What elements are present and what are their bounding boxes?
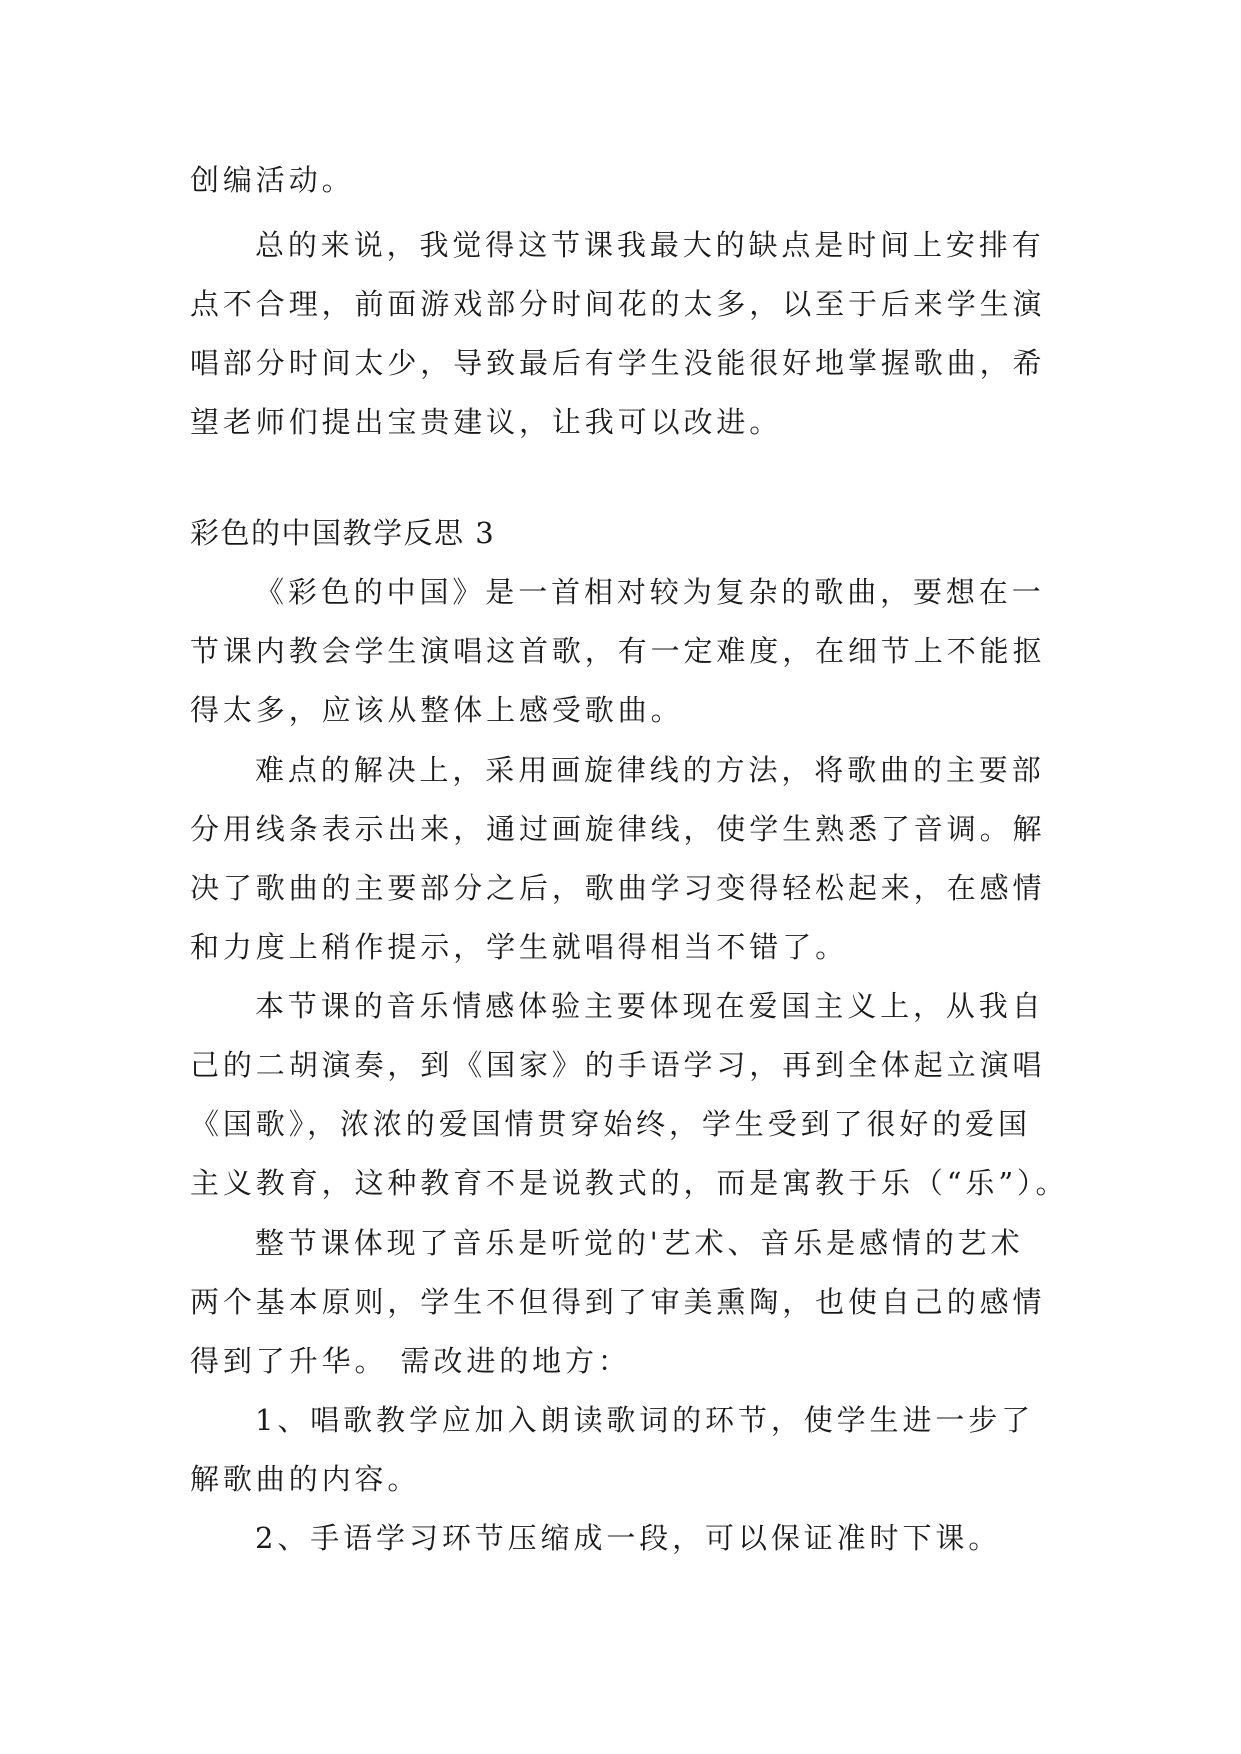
paragraph-line: 整节课体现了音乐是听觉的'艺术、音乐是感情的艺术 bbox=[255, 1226, 1024, 1260]
paragraph-line: 《国歌》，浓浓的爱国情贯穿始终，学生受到了很好的爱国 bbox=[190, 1107, 1031, 1141]
paragraph-line: 得到了升华。 需改进的地方： bbox=[190, 1344, 631, 1378]
paragraph-line: 主义教育，这种教育不是说教式的，而是寓教于乐（“乐”）。 bbox=[190, 1166, 1069, 1200]
paragraph-line: 己的二胡演奏，到《国家》的手语学习，再到全体起立演唱 bbox=[190, 1048, 1046, 1082]
paragraph-line: 和力度上稍作提示，学生就唱得相当不错了。 bbox=[190, 930, 849, 964]
paragraph-line: 得太多，应该从整体上感受歌曲。 bbox=[190, 693, 684, 727]
list-item: 1、唱歌教学应加入朗读歌词的环节，使学生进一步了 bbox=[255, 1403, 1035, 1437]
paragraph-line: 望老师们提出宝贵建议，让我可以改进。 bbox=[190, 405, 783, 439]
paragraph-line: 节课内教会学生演唱这首歌，有一定难度，在细节上不能抠 bbox=[190, 634, 1046, 668]
list-item-continuation: 解歌曲的内容。 bbox=[190, 1462, 421, 1496]
paragraph-line: 创编活动。 bbox=[190, 163, 355, 197]
section-title: 彩色的中国教学反思 3 bbox=[190, 516, 496, 550]
paragraph-line: 总的来说，我觉得这节课我最大的缺点是时间上安排有 bbox=[255, 228, 1045, 262]
paragraph-line: 本节课的音乐情感体验主要体现在爱国主义上，从我自 bbox=[255, 989, 1045, 1023]
paragraph-line: 难点的解决上，采用画旋律线的方法，将歌曲的主要部 bbox=[255, 753, 1045, 787]
paragraph-line: 唱部分时间太少，导致最后有学生没能很好地掌握歌曲，希 bbox=[190, 346, 1046, 380]
paragraph-line: 《彩色的中国》是一首相对较为复杂的歌曲，要想在一 bbox=[255, 575, 1045, 609]
paragraph-line: 两个基本原则，学生不但得到了审美熏陶，也使自己的感情 bbox=[190, 1285, 1046, 1319]
list-item: 2、手语学习环节压缩成一段，可以保证准时下课。 bbox=[255, 1521, 1002, 1555]
paragraph-line: 决了歌曲的主要部分之后，歌曲学习变得轻松起来，在感情 bbox=[190, 871, 1046, 905]
paragraph-line: 点不合理，前面游戏部分时间花的太多，以至于后来学生演 bbox=[190, 287, 1046, 321]
paragraph-line: 分用线条表示出来，通过画旋律线，使学生熟悉了音调。解 bbox=[190, 812, 1046, 846]
